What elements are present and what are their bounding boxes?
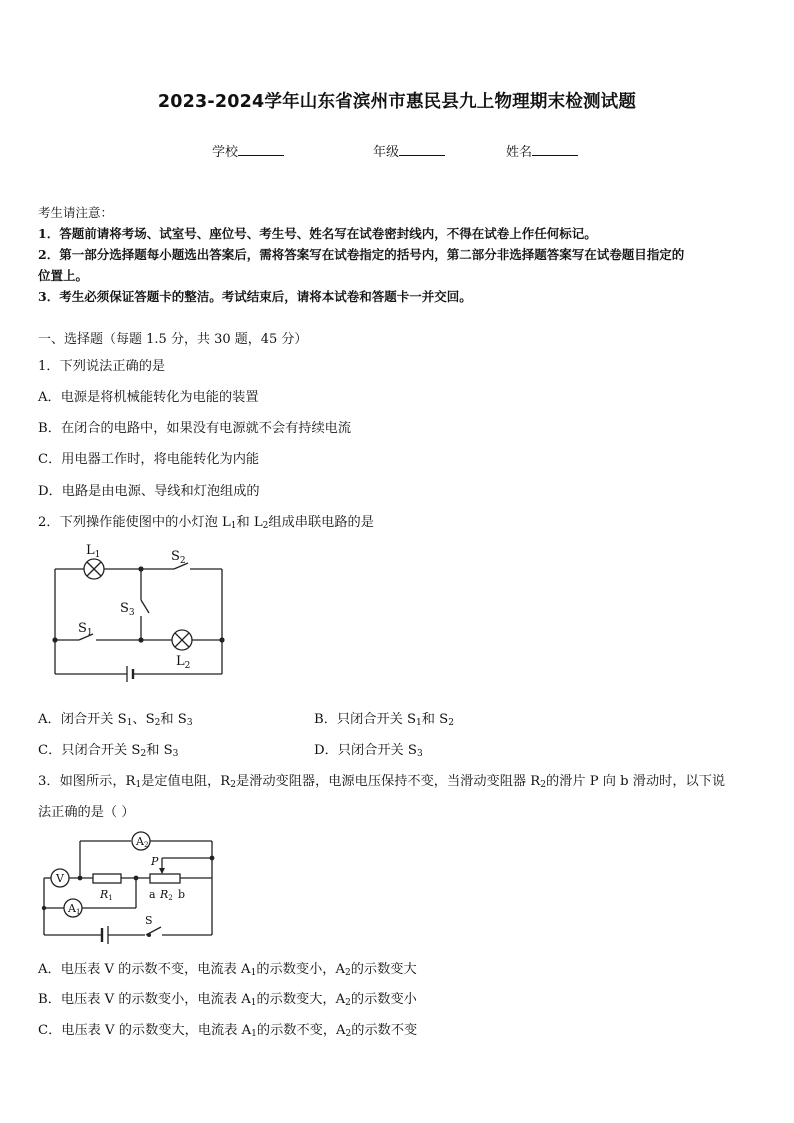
q2-option-d[interactable]: D．只闭合开关 $S_3$ [314,743,423,759]
school-field[interactable] [212,141,284,160]
label-l2: $L_2$ [176,654,191,671]
label-s3: $S_3$ [120,601,135,618]
label-p: P [151,855,159,868]
page-title: 2023-2024学年山东省滨州市惠民县九上物理期末检测试题 [157,92,637,112]
name-label: 姓名 [506,145,533,160]
q2-stem: 2．下列操作能使图中的小灯泡 $L_1$和 $L_2$组成串联电路的是 [38,515,374,531]
label-s1: $S_1$ [78,621,93,638]
school-label: 学校 [212,145,239,160]
school-blank[interactable] [238,143,284,156]
q2-option-b[interactable]: B．只闭合开关 $S_1$和 $S_2$ [314,712,454,728]
label-s2: $S_2$ [171,549,186,566]
q3-stem-line1: 3．如图所示，$R_1$是定值电阻，$R_2$是滑动变阻器，电源电压保持不变，当滑动变阻器 $R_2$的滑片 P 向 b 滑动时，以下说 [38,774,726,790]
grade-blank[interactable] [399,143,445,156]
q3-option-b[interactable]: B．电压表 V 的示数变小，电流表 $A_1$的示数变大，$A_2$的示数变小 [38,992,417,1008]
q3-option-a[interactable]: A．电压表 V 的示数不变，电流表 $A_1$的示数变小，$A_2$的示数变大 [38,962,417,978]
label-r2: R2 [160,888,173,902]
resistor-r1-icon [93,874,121,883]
label-r1: R1 [100,888,113,902]
grade-field[interactable] [373,141,445,160]
label-v: V [56,872,64,885]
notice-item-2: 2．第一部分选择题每小题选出答案后，需将答案写在试卷指定的括号内，第二部分非选择题答案写在试卷题目指定的 [38,247,685,262]
switch-s3-icon [141,600,149,613]
grade-label: 年级 [373,145,400,160]
name-field[interactable] [506,141,578,160]
q2-option-a[interactable]: A．闭合开关 $S_1$、$S_2$和 $S_3$ [38,712,193,728]
q1-option-b[interactable]: B．在闭合的电路中，如果没有电源就不会有持续电流 [38,421,352,436]
q2-circuit-diagram [40,538,240,682]
q1-option-c[interactable]: C．用电器工作时，将电能转化为内能 [38,452,260,467]
name-blank[interactable] [532,143,578,156]
notice-heading: 考生请注意： [38,205,114,220]
rheostat-r2-icon [150,874,180,883]
q3-circuit-diagram [38,828,223,946]
q1-stem: 1．下列说法正确的是 [38,359,166,374]
q1-option-d[interactable]: D．电路是由电源、导线和灯泡组成的 [38,484,260,499]
notice-item-2-cont: 位置上。 [38,268,89,283]
label-a1: A1 [68,902,81,916]
notice-item-3: 3．考生必须保证答题卡的整洁。考试结束后，请将本试卷和答题卡一并交回。 [38,289,472,304]
label-s: S [145,914,153,927]
section-heading: 一、选择题（每题 1.5 分，共 30 题，45 分） [38,332,308,347]
notice-item-1: 1．答题前请将考场、试室号、座位号、考生号、姓名写在试卷密封线内，不得在试卷上作任何标记。 [38,226,597,241]
label-b: b [178,888,186,901]
q2-option-c[interactable]: C．只闭合开关 $S_2$和 $S_3$ [38,743,179,759]
q3-stem-line2: 法正确的是（ ） [38,805,135,820]
label-a2: A2 [136,835,149,849]
label-a: a [149,888,156,901]
label-l1: $L_1$ [86,543,101,560]
q1-option-a[interactable]: A．电源是将机械能转化为电能的装置 [38,390,259,405]
q3-option-c[interactable]: C．电压表 V 的示数变大，电流表 $A_1$的示数不变，$A_2$的示数不变 [38,1023,418,1039]
